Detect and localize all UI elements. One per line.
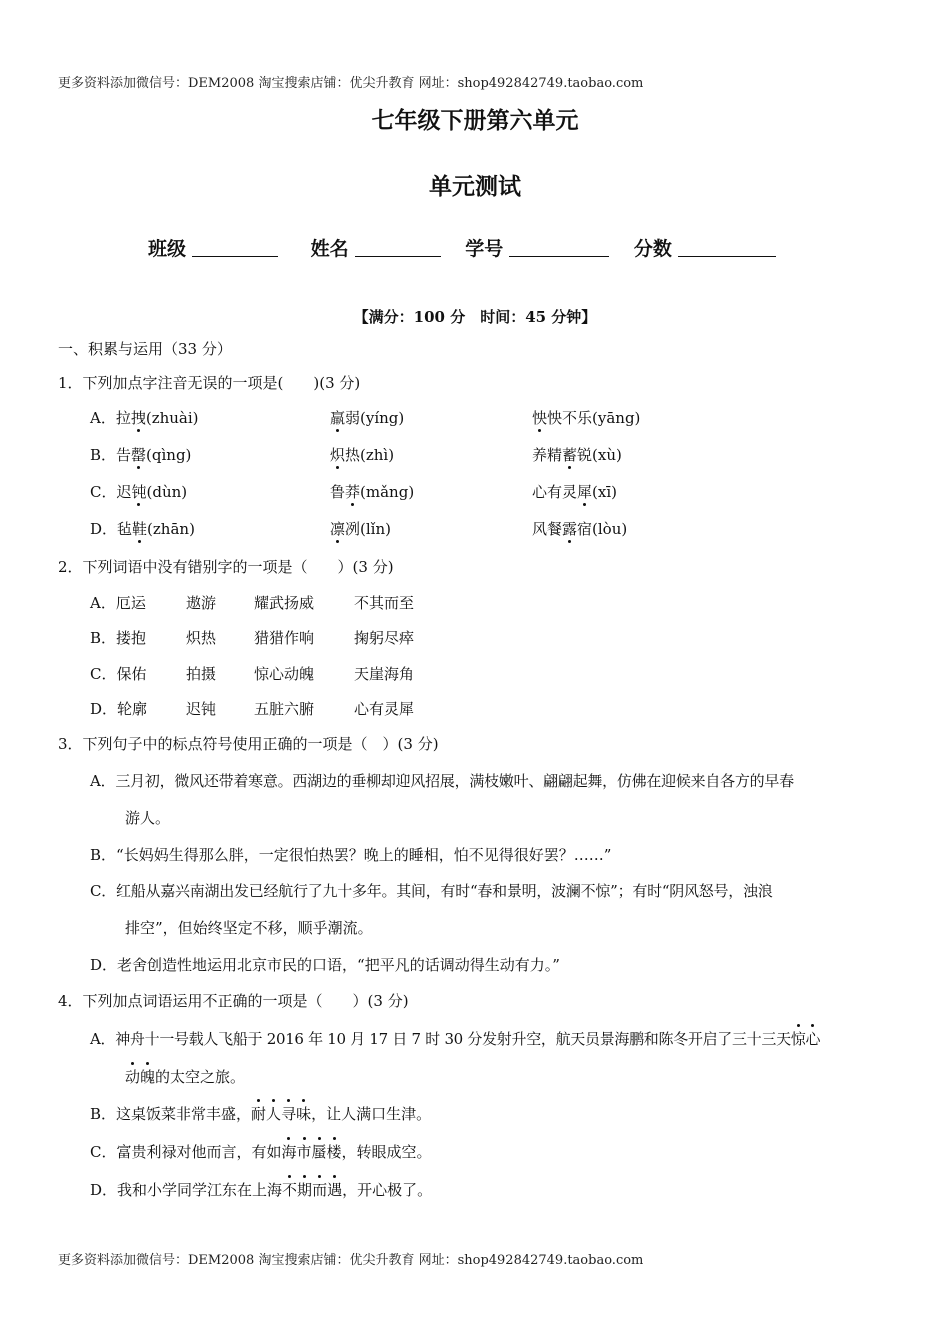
q4-b-dotted-word: 耐人寻味 bbox=[251, 1105, 312, 1123]
q4-option-a-cont: 动魄的太空之旅。 bbox=[125, 1068, 246, 1086]
q4-option-c: C．富贵利禄对他而言，有如海市蜃楼，转眼成空。 bbox=[90, 1143, 432, 1161]
q2-option-c-w3: 惊心动魄 bbox=[254, 665, 315, 683]
q3-option-c: C．红船从嘉兴南湖出发已经航行了九十多年。其间，有时“春和景明，波澜不惊”；有时“阴风怒号，浊浪 bbox=[90, 882, 773, 900]
q1-option-c: C．迟钝(dùn) bbox=[90, 483, 188, 501]
q3-option-a: A．三月初，微风还带着寒意。西湖边的垂柳却迎风招展，满枝嫩叶、翩翩起舞，仿佛在迎候来自各方的早春 bbox=[90, 772, 794, 790]
score-blank[interactable] bbox=[678, 240, 776, 257]
page-header: 更多资料添加微信号：DEM2008 淘宝搜索店铺：优尖升教育 网址：shop492842749.taobao.com bbox=[58, 76, 644, 91]
q2-option-d-w3: 五脏六腑 bbox=[254, 700, 315, 718]
q2-option-b: B．搂抱 bbox=[90, 629, 147, 647]
class-blank[interactable] bbox=[192, 240, 278, 257]
q1-option-b-2: 炽热(zhì) bbox=[330, 446, 395, 464]
q2-option-c: C．保佑 bbox=[90, 665, 147, 683]
q2-option-d-w4: 心有灵犀 bbox=[354, 700, 415, 718]
q2-option-a-w2: 遨游 bbox=[186, 594, 217, 612]
q1-option-c-3: 心有灵犀(xī) bbox=[532, 483, 617, 501]
q1-option-a-2: 羸弱(yíng) bbox=[330, 409, 405, 427]
page-title: 七年级下册第六单元 bbox=[371, 107, 579, 134]
q2-option-d-w2: 迟钝 bbox=[186, 700, 217, 718]
q4-option-b: B．这桌饭菜非常丰盛，耐人寻味，让人满口生津。 bbox=[90, 1105, 432, 1123]
q2-stem: 2．下列词语中没有错别字的一项是（ ）(3 分) bbox=[58, 558, 394, 576]
q4-a-dotted-word: 惊心 bbox=[790, 1030, 821, 1048]
q3-option-b: B．“长妈妈生得那么胖，一定很怕热罢？晚上的睡相，怕不见得很好罢？……” bbox=[90, 846, 612, 864]
q1-option-a-3: 怏怏不乐(yāng) bbox=[532, 409, 641, 427]
q2-option-b-w4: 掬躬尽瘁 bbox=[354, 629, 415, 647]
name-blank[interactable] bbox=[355, 240, 441, 257]
q2-option-a: A．厄运 bbox=[90, 594, 146, 612]
page-subtitle: 单元测试 bbox=[429, 173, 521, 200]
student-info-row bbox=[148, 234, 776, 261]
q4-stem: 4．下列加点词语运用不正确的一项是（ ）(3 分) bbox=[58, 992, 409, 1010]
score-field: 分数 bbox=[634, 234, 776, 261]
q2-option-b-w2: 炽热 bbox=[186, 629, 217, 647]
q1-option-b: B．告罄(qìng) bbox=[90, 446, 192, 464]
q4-option-d: D．我和小学同学江东在上海不期而遇，开心极了。 bbox=[90, 1181, 433, 1199]
page-footer: 更多资料添加微信号：DEM2008 淘宝搜索店铺：优尖升教育 网址：shop492842749.taobao.com bbox=[58, 1253, 644, 1268]
class-field: 班级 bbox=[148, 234, 278, 261]
q3-option-a-cont: 游人。 bbox=[125, 809, 171, 827]
q2-option-b-w3: 猎猎作响 bbox=[254, 629, 315, 647]
q2-option-d: D．轮廓 bbox=[90, 700, 148, 718]
student-no-field: 学号 bbox=[465, 234, 609, 261]
q2-option-c-w4: 天崖海角 bbox=[354, 665, 415, 683]
q3-option-d: D．老舍创造性地运用北京市民的口语，“把平凡的话调动得生动有力。” bbox=[90, 956, 560, 974]
q1-option-c-2: 鲁莽(mǎng) bbox=[330, 483, 415, 501]
q3-stem: 3．下列句子中的标点符号使用正确的一项是（ ）(3 分) bbox=[58, 735, 439, 753]
section-heading: 一、积累与运用（33 分） bbox=[58, 340, 232, 358]
q3-option-c-cont: 排空”，但始终坚定不移，顺乎潮流。 bbox=[125, 919, 373, 937]
q1-option-d-2: 凛冽(lǐn) bbox=[330, 520, 391, 538]
q1-option-d-3: 风餐露宿(lòu) bbox=[532, 520, 628, 538]
q4-d-dotted-word: 不期而遇 bbox=[282, 1181, 343, 1199]
q1-stem: 1．下列加点字注音无误的一项是( )(3 分) bbox=[58, 374, 361, 392]
q4-c-dotted-word: 海市蜃楼 bbox=[281, 1143, 342, 1161]
q1-option-d: D．毡鞋(zhān) bbox=[90, 520, 195, 538]
name-field: 姓名 bbox=[311, 234, 441, 261]
q4-option-a: A．神舟十一号载人飞船于 2016 年 10 月 17 日 7 时 30 分发射升空，航天员景海鹏和陈冬开启了三十三天惊心 bbox=[90, 1030, 821, 1048]
q1-option-a: A．拉拽(zhuài) bbox=[90, 409, 199, 427]
q2-option-a-w3: 耀武扬威 bbox=[254, 594, 315, 612]
q2-option-a-w4: 不其而至 bbox=[354, 594, 415, 612]
q1-option-b-3: 养精蓄锐(xù) bbox=[532, 446, 622, 464]
score-time-line: 【满分：100 分 时间：45 分钟】 bbox=[353, 308, 597, 326]
q2-option-c-w2: 拍摄 bbox=[186, 665, 217, 683]
student-no-blank[interactable] bbox=[509, 240, 609, 257]
